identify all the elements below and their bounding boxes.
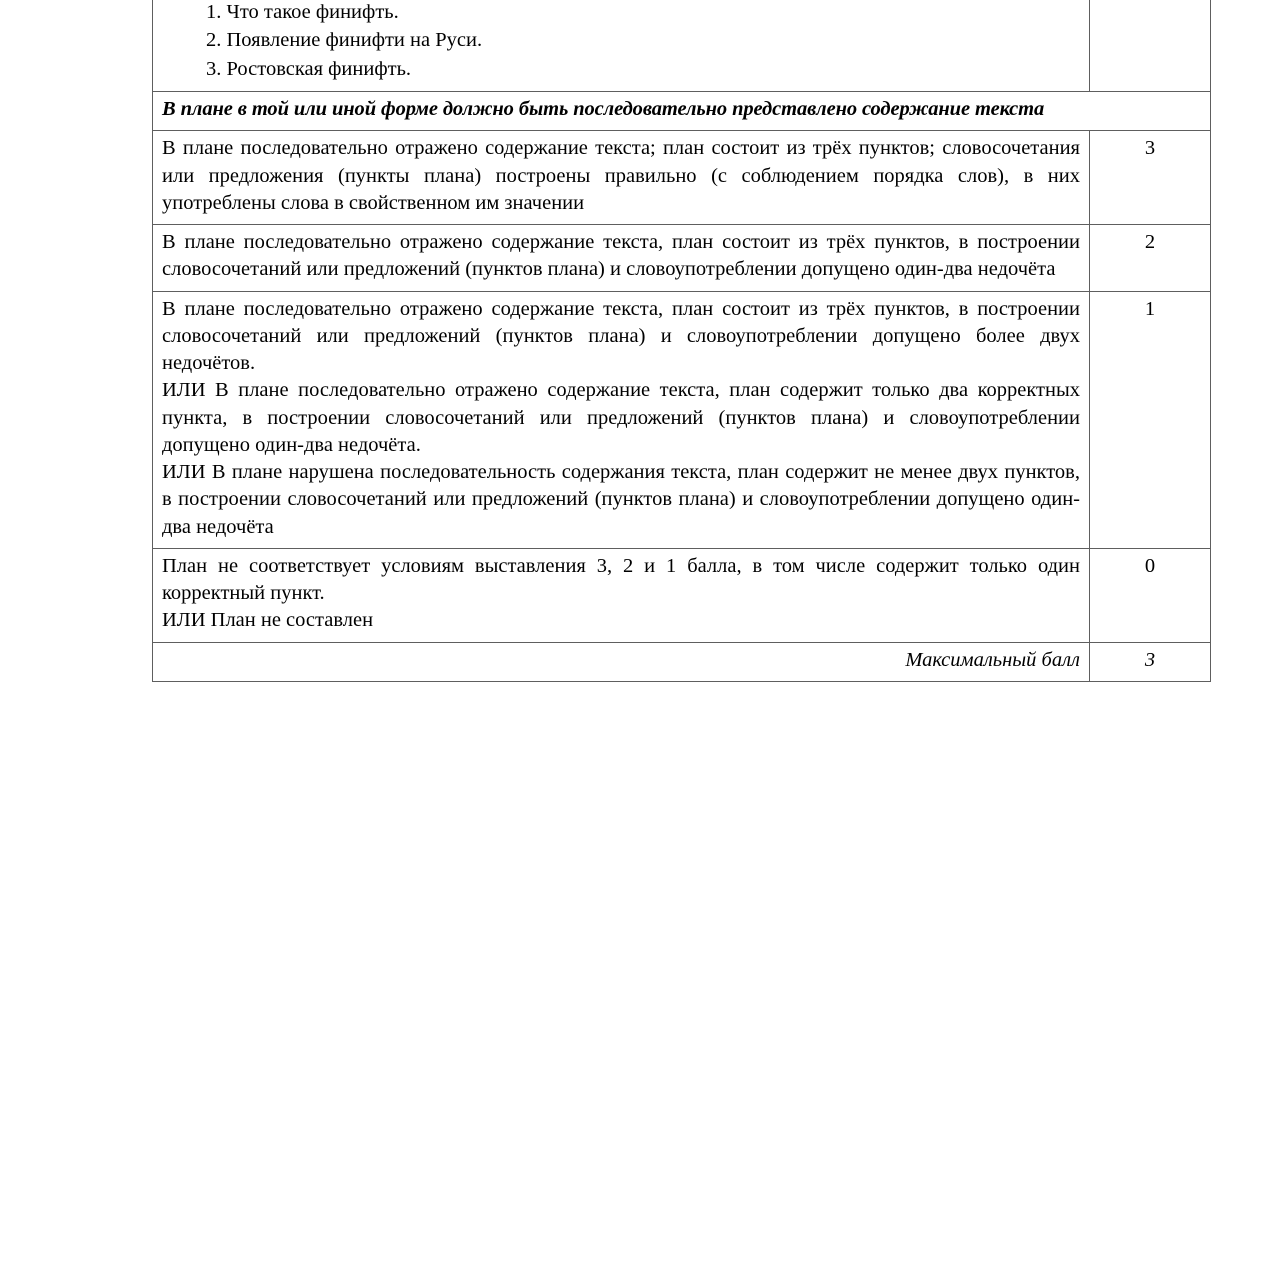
table-row-section-header	[153, 92, 1211, 131]
criterion-paragraph: ИЛИ План не составлен	[162, 609, 374, 632]
table-row	[153, 291, 1211, 548]
list-item: 2. Появление финифти на Руси.	[206, 29, 483, 52]
maximum-score-label: Максимальный балл	[153, 642, 1090, 681]
criterion-score-cell: 1	[1090, 291, 1211, 548]
criterion-paragraph: ИЛИ В плане нарушена последовательность содержания текста, план содержит не менее двух пунктов, в построении словосочетаний или предложений (пунктов плана) и словоупотреблении допущено один-два недочёта	[162, 461, 1080, 538]
plan-items-score-cell	[1090, 0, 1211, 92]
criterion-description-cell	[153, 291, 1090, 548]
maximum-score-value: 3	[1090, 642, 1211, 681]
criterion-description-cell	[153, 548, 1090, 642]
criterion-paragraph: В плане последовательно отражено содержание текста, план состоит из трёх пунктов, в построении словосочетаний или предложений (пунктов плана) и словоупотреблении допущено более двух недочётов.	[162, 297, 1080, 375]
criterion-paragraph: В плане последовательно отражено содержание текста; план состоит из трёх пунктов; словосочетания или предложения (пункты плана) построены правильно (с соблюдением порядка слов), в них употреблены слова в свойственном им значении	[162, 137, 1080, 214]
criterion-score-cell: 0	[1090, 548, 1211, 642]
table-row-plan-items	[153, 0, 1211, 92]
table-row	[153, 225, 1211, 292]
criterion-score-cell: 3	[1090, 131, 1211, 225]
section-header-cell: В плане в той или иной форме должно быть последовательно представлено содержание текста	[153, 92, 1211, 131]
criterion-paragraph: ИЛИ В плане последовательно отражено содержание текста, план содержит только два корректных пункта, в построении словосочетаний или предложений (пунктов плана) и словоупотреблении допущено один-два недочёта.	[162, 379, 1080, 456]
criterion-paragraph: В плане последовательно отражено содержание текста, план состоит из трёх пунктов, в построении словосочетаний или предложений (пунктов плана) и словоупотреблении допущено один-два недочёта	[162, 231, 1080, 281]
criterion-score-cell: 2	[1090, 225, 1211, 292]
criterion-description-cell	[153, 131, 1090, 225]
criterion-description-cell	[153, 225, 1090, 292]
table-row	[153, 548, 1211, 642]
criteria-table	[152, 0, 1211, 682]
criterion-paragraph: План не соответствует условиям выставления 3, 2 и 1 балла, в том числе содержит только один корректный пункт.	[162, 554, 1080, 605]
list-item: 3. Ростовская финифть.	[206, 57, 412, 80]
plan-items-cell	[153, 0, 1090, 92]
plan-items-list	[162, 0, 1080, 83]
list-item: 1. Что такое финифть.	[206, 1, 399, 23]
table-row	[153, 131, 1211, 225]
table-row-total	[153, 642, 1211, 681]
